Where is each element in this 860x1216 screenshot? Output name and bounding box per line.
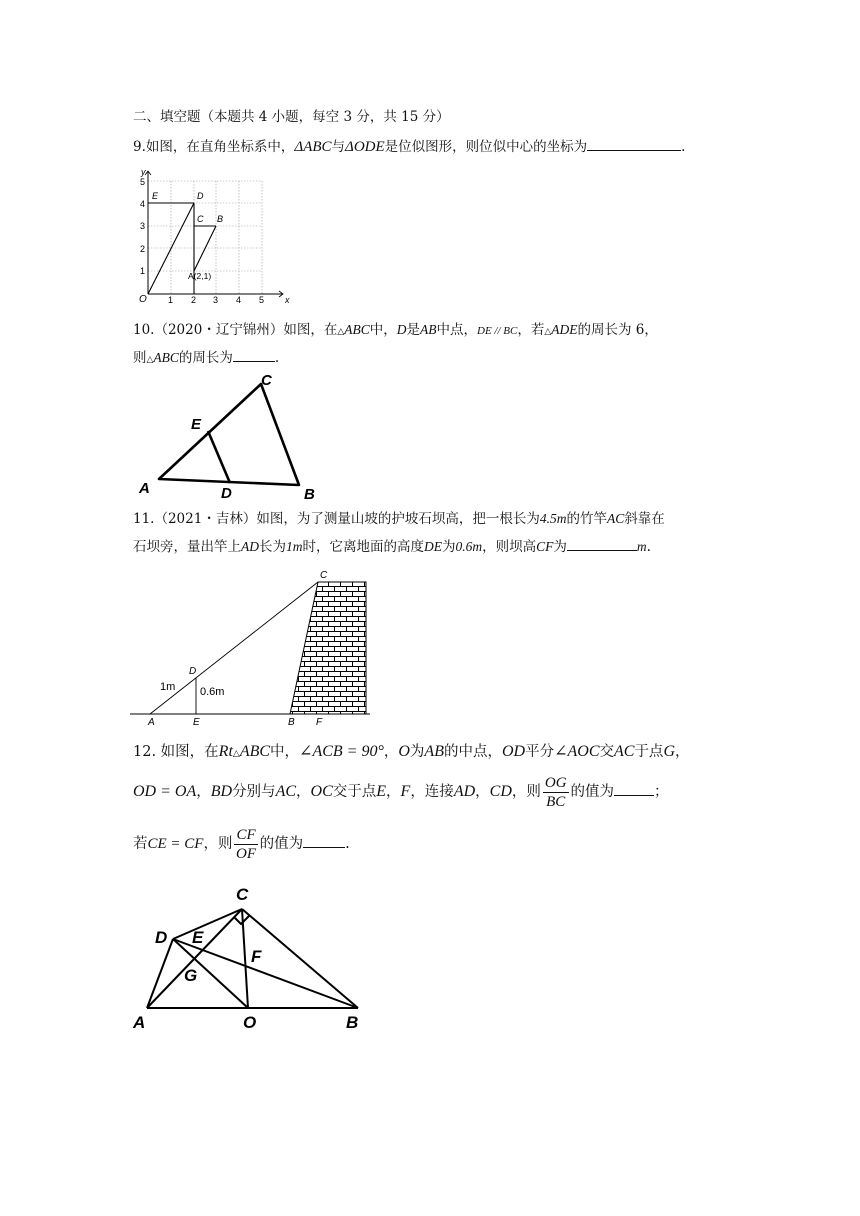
q12-line3-b: ，则 <box>203 836 233 852</box>
q9-xtick-5: 5 <box>259 295 265 305</box>
q11-line2-e: ，则坝高 <box>482 539 537 555</box>
q12-label-e: E <box>192 928 204 947</box>
q12-oc: OC <box>310 783 333 800</box>
q10-label-c: C <box>261 372 272 389</box>
q11-line1 <box>133 510 665 528</box>
q10-abc-2: ABC <box>153 350 179 365</box>
q12-angle-aoc: ∠AOC <box>554 743 600 760</box>
q12-answer-blank-1[interactable] <box>614 783 654 796</box>
q12-answer-blank-2[interactable] <box>303 835 345 848</box>
q9-xtick-4: 4 <box>236 295 242 305</box>
q11-line2-c: 时，它离地面的高度 <box>302 539 424 555</box>
q11-line2-b: 长为 <box>259 539 286 555</box>
q11-figure <box>130 566 380 731</box>
q12-line1-g: 交 <box>599 744 614 760</box>
q9-ytick-5: 5 <box>140 177 146 187</box>
q12-od: OD <box>501 743 526 760</box>
q12-f: F <box>400 783 411 800</box>
q12-line1-d: 为 <box>409 744 425 760</box>
q9-x-axis: x <box>285 295 290 305</box>
q12-label-o: O <box>243 1013 257 1032</box>
q12-frac1-den: BC <box>546 793 566 810</box>
q11-cf: CF <box>536 539 554 554</box>
q12-ce-eq-cf: CE = CF <box>147 836 204 852</box>
q12-line3-c: 的值为 <box>259 836 304 852</box>
q12-line3-end: . <box>345 836 350 852</box>
q9-ytick-1: 1 <box>140 266 146 276</box>
q12-label-g: G <box>184 966 198 985</box>
q10-answer-blank[interactable] <box>233 349 275 362</box>
q9-label-b: B <box>217 214 224 224</box>
q10-label-e: E <box>191 416 202 433</box>
q12-abc: ABC <box>239 743 271 760</box>
q9-tri1: ΔABC <box>294 139 332 155</box>
q12-line1-a: 12. 如图，在 <box>133 744 219 760</box>
q11-answer-blank[interactable] <box>567 538 637 551</box>
q12-ac: AC <box>613 743 635 760</box>
q12-fraction-og-bc <box>543 774 569 811</box>
q11-line1-b: 的竹竿 <box>566 511 607 527</box>
q12-label-a: A <box>133 1013 146 1032</box>
q9-label-d: D <box>197 191 204 201</box>
q10-line2-c: 的周长为 <box>178 350 233 366</box>
q11-label-d: D <box>189 666 197 677</box>
q10-line2-end: . <box>274 350 280 366</box>
q12-line2-g: ，连接 <box>410 784 454 800</box>
section-title: 二、填空题（本题共 4 小题，每空 3 分，共 15 分） <box>133 109 450 125</box>
q12-line2-d: ， <box>296 784 311 800</box>
q12-cd: CD <box>489 783 512 800</box>
q11-label-c: C <box>320 570 328 581</box>
q12-line1-end: ， <box>675 744 690 760</box>
q12-line1-b: 中， <box>270 744 300 760</box>
q9-end: . <box>681 139 686 155</box>
q12-ab: AB <box>424 743 444 760</box>
q11-label-e: E <box>193 717 200 728</box>
q12-line2-f: ， <box>386 784 401 800</box>
q10-label-b: B <box>304 486 315 503</box>
q10-label-d: D <box>221 485 232 502</box>
q10-line2-a: 则 <box>133 350 147 366</box>
q9-xtick-3: 3 <box>213 295 219 305</box>
q12-line2-b: ， <box>196 784 211 800</box>
q9-origin: O <box>139 294 147 305</box>
q11-label-06m: 0.6m <box>200 686 225 698</box>
q12-line2-j: 的值为 <box>570 784 615 800</box>
q10-line1-c: 中， <box>369 322 397 338</box>
q12-line2-e: 交于点 <box>332 784 377 800</box>
q10-label-a: A <box>139 480 150 497</box>
q9-text-b: 是位似图形，则位似中心的坐标为 <box>384 139 588 155</box>
q11-ad: AD <box>241 539 259 554</box>
q12-od-eq-oa: OD = OA <box>133 783 197 800</box>
q12-rt: Rt <box>218 743 233 760</box>
q10-d: D <box>396 322 407 337</box>
q12-line3-a: 若 <box>133 836 148 852</box>
q11-line2-end: . <box>646 539 651 555</box>
q12-label-d: D <box>155 928 168 947</box>
q12-label-b: B <box>346 1013 359 1032</box>
q11-unit: m <box>636 539 647 554</box>
q10-line1-a: 10.（2020・辽宁锦州）如图，在 <box>133 322 338 338</box>
q11-delen: 0.6m <box>455 539 483 554</box>
q12-frac2-den: OF <box>236 845 257 862</box>
q12-ac-2: AC <box>275 783 297 800</box>
q12-o: O <box>398 743 410 760</box>
q11-line1-c: 斜靠在 <box>624 511 665 527</box>
q9-figure <box>135 168 295 308</box>
q10-ade: ADE <box>551 322 578 337</box>
q12-line1-f: 平分 <box>525 744 555 760</box>
q9-ytick-3: 3 <box>140 221 146 231</box>
q12-fraction-cf-of <box>234 826 257 863</box>
q12-angle-acb: ∠ACB = 90° <box>299 743 384 760</box>
q9-mid: 与 <box>331 139 346 155</box>
q9-xtick-2: 2 <box>191 295 197 305</box>
q11-label-a: A <box>148 717 155 728</box>
q9-y-axis: y <box>141 168 146 177</box>
q9-ytick-4: 4 <box>140 199 146 209</box>
q11-line2-d: 为 <box>442 539 456 555</box>
q12-line2-h: ， <box>475 784 490 800</box>
q12-line1: 12. 如图，在Rt△ABC中，∠ACB = 90°，O为AB的中点，OD平分∠AOC交AC于点G， <box>133 743 690 760</box>
q12-ad: AD <box>453 783 476 800</box>
q11-line2-f: 为 <box>553 539 567 555</box>
q12-e: E <box>376 783 387 800</box>
q10-line1-k: 的周长为 6， <box>577 322 658 338</box>
q12-frac2-num: CF <box>236 826 256 843</box>
q9-label-a: A(2,1) <box>188 271 212 281</box>
q12-frac1-num: OG <box>544 774 567 791</box>
q9-ytick-2: 2 <box>140 244 146 254</box>
q12-bd: BD <box>210 783 233 800</box>
q11-line1-a: 11.（2021・吉林）如图，为了测量山坡的护坡石坝高，把一根长为 <box>133 511 540 527</box>
q10-line2: 则△ABC的周长为 . <box>133 350 280 366</box>
q11-de: DE <box>424 539 442 554</box>
q12-line1-c: ， <box>383 744 399 760</box>
q12-label-f: F <box>251 947 262 966</box>
q9-tri2: ΔODE <box>345 139 385 155</box>
q12-line3 <box>133 822 350 866</box>
q10-line1-g: 中点， <box>436 322 477 338</box>
q9-xtick-1: 1 <box>168 295 174 305</box>
q9-text-a: 如图，在直角坐标系中， <box>145 139 295 155</box>
q11-label-1m: 1m <box>160 681 176 693</box>
q11-line2-a: 石坝旁，量出竿上 <box>133 539 241 555</box>
q12-line2-i: ，则 <box>511 784 541 800</box>
q9-answer-blank[interactable] <box>587 138 681 151</box>
q10-figure <box>133 368 333 503</box>
q9-number: 9. <box>133 139 146 155</box>
q12-line1-e: 的中点， <box>443 744 502 760</box>
q12-g: G <box>663 743 675 760</box>
q12-line2-c: 分别与 <box>232 784 276 800</box>
q10-line1: 10.（2020・辽宁锦州）如图，在△ABC中，D是AB中点，DE // BC，若△ADE的周长为 6， <box>133 322 658 338</box>
q12-line1-h: 于点 <box>634 744 664 760</box>
q11-ac: AC <box>606 511 625 526</box>
q9-text <box>133 138 685 156</box>
q10-abc: ABC <box>344 322 370 337</box>
q11-label-b: B <box>288 717 295 728</box>
q11-label-f: F <box>316 717 323 728</box>
q10-de-parallel-bc: DE // BC <box>477 325 518 337</box>
q10-line1-i: ，若 <box>517 322 545 338</box>
q9-label-c: C <box>197 214 204 224</box>
q12-line2 <box>133 770 669 814</box>
q12-label-c: C <box>236 885 249 904</box>
q10-ab: AB <box>420 322 437 337</box>
q9-label-e: E <box>152 191 159 201</box>
q12-figure <box>130 880 380 1040</box>
q11-line2 <box>133 538 651 556</box>
q11-len: 4.5m <box>539 511 567 526</box>
q11-adlen: 1m <box>286 539 303 554</box>
q10-line1-e: 是 <box>406 322 420 338</box>
q12-line2-end: ； <box>654 784 669 800</box>
